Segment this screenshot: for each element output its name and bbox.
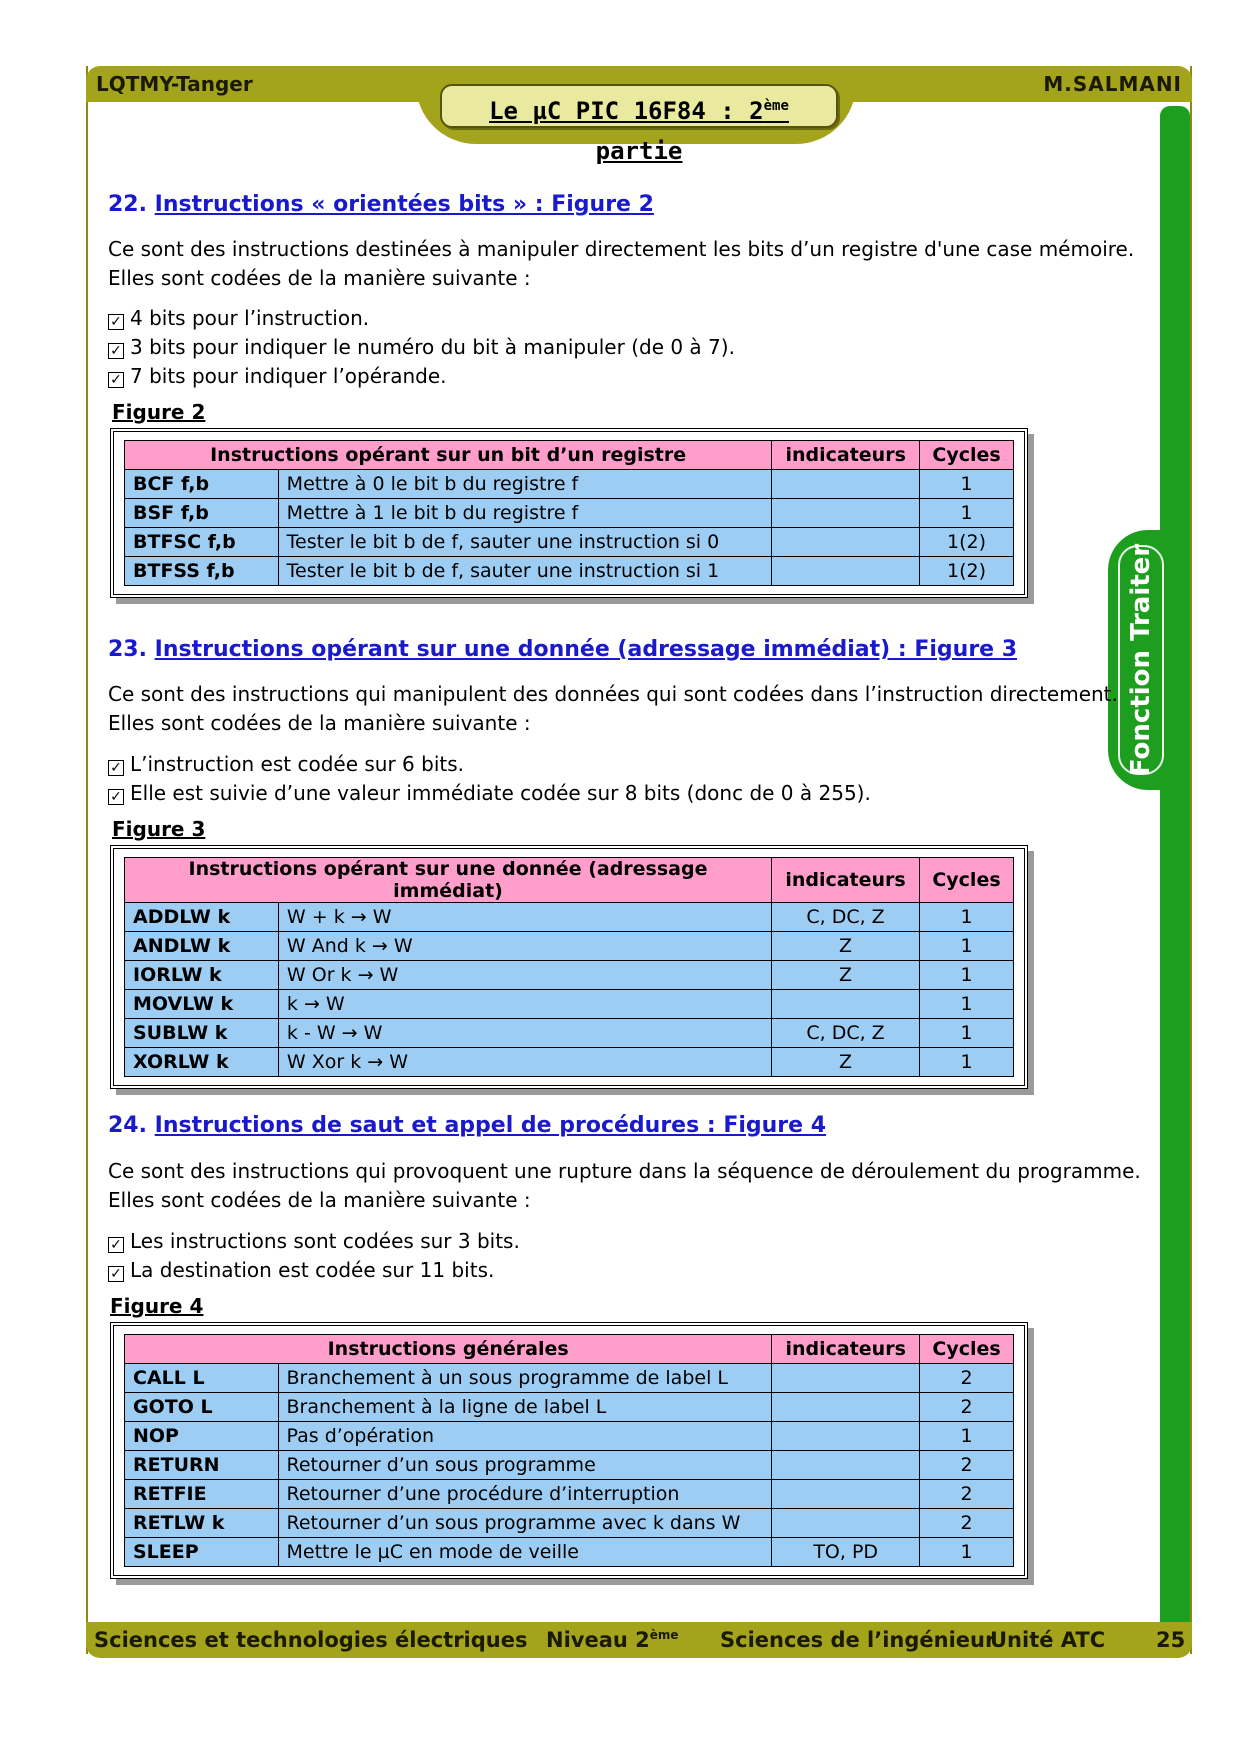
table-header: Cycles <box>920 441 1014 470</box>
figure-3-label: Figure 3 <box>112 817 206 841</box>
table-row: CALL L Branchement à un sous programme de label L 2 <box>125 1364 1014 1393</box>
page-title-sup: ème <box>763 98 789 114</box>
table-row: RETFIE Retourner d’une procédure d’interruption 2 <box>125 1480 1014 1509</box>
table-row: MOVLW k k → W 1 <box>125 990 1014 1019</box>
section-22-bullet: ✓ 3 bits pour indiquer le numéro du bit à manipuler (de 0 à 7). <box>108 335 735 359</box>
side-bar <box>1160 106 1190 1626</box>
section-title-text[interactable]: Instructions de saut et appel de procédures : Figure 4 <box>154 1113 827 1138</box>
section-24-para1: Ce sont des instructions qui provoquent une rupture dans la séquence de déroulement du programme. <box>108 1159 1141 1183</box>
section-24-para2: Elles sont codées de la manière suivante : <box>108 1188 531 1212</box>
header-author: M.SALMANI <box>1043 72 1182 96</box>
checkbox-icon: ✓ <box>108 314 124 330</box>
section-title-text[interactable]: Instructions opérant sur une donnée (adressage immédiat) : Figure 3 <box>154 637 1018 662</box>
table-header: Instructions opérant sur une donnée (adressage immédiat) <box>125 858 772 903</box>
table-row: ANDLW k W And k → W Z 1 <box>125 932 1014 961</box>
section-23-para1: Ce sont des instructions qui manipulent des données qui sont codées dans l’instruction directement. <box>108 682 1118 706</box>
table-row: BCF f,b Mettre à 0 le bit b du registre f 1 <box>125 470 1014 499</box>
footer-unit: Unité ATC <box>990 1628 1106 1652</box>
table-row: BSF f,b Mettre à 1 le bit b du registre f 1 <box>125 499 1014 528</box>
section-23-bullet: ✓ Elle est suivie d’une valeur immédiate codée sur 8 bits (donc de 0 à 255). <box>108 781 871 805</box>
page-number: 25 <box>1156 1628 1186 1652</box>
checkbox-icon: ✓ <box>108 1266 124 1282</box>
table-row: RETURN Retourner d’un sous programme 2 <box>125 1451 1014 1480</box>
table-header: indicateurs <box>772 441 920 470</box>
section-number: 23. <box>108 637 147 662</box>
figure-2-label: Figure 2 <box>112 400 206 424</box>
section-24-bullet: ✓ La destination est codée sur 11 bits. <box>108 1258 494 1282</box>
section-title-text[interactable]: Instructions « orientées bits » : Figure 2 <box>154 192 654 217</box>
checkbox-icon: ✓ <box>108 760 124 776</box>
figure-3-table <box>110 845 1028 1089</box>
table-row: IORLW k W Or k → W Z 1 <box>125 961 1014 990</box>
footer-field: Sciences et technologies électriques <box>94 1628 528 1652</box>
figure-2-table <box>110 428 1028 598</box>
table-header: indicateurs <box>772 1335 920 1364</box>
side-label: Fonction Traiter <box>1126 543 1156 777</box>
section-22-bullet: ✓ 4 bits pour l’instruction. <box>108 306 369 330</box>
table-row: BTFSS f,b Tester le bit b de f, sauter une instruction si 1 1(2) <box>125 557 1014 586</box>
table-row: SUBLW k k - W → W C, DC, Z 1 <box>125 1019 1014 1048</box>
page-title-main: Le µC PIC 16F84 : 2 <box>489 97 764 125</box>
section-24-bullet: ✓ Les instructions sont codées sur 3 bits. <box>108 1229 520 1253</box>
footer-level: Niveau 2ème <box>546 1628 679 1652</box>
table-header: Cycles <box>920 1335 1014 1364</box>
section-22-para1: Ce sont des instructions destinées à manipuler directement les bits d’un registre d'une case mémoire. <box>108 237 1135 261</box>
header-school: LQTMY-Tanger <box>96 72 253 96</box>
table-header: indicateurs <box>772 858 920 903</box>
section-24-title <box>108 1113 826 1138</box>
table-row: BTFSC f,b Tester le bit b de f, sauter une instruction si 0 1(2) <box>125 528 1014 557</box>
section-23-title <box>108 637 1017 662</box>
section-23-bullet: ✓ L’instruction est codée sur 6 bits. <box>108 752 464 776</box>
table-row: NOP Pas d’opération 1 <box>125 1422 1014 1451</box>
section-22-para2: Elles sont codées de la manière suivante : <box>108 266 531 290</box>
table-header: Instructions opérant sur un bit d’un registre <box>125 441 772 470</box>
page-title-tail: partie <box>595 137 683 165</box>
section-22-title <box>108 192 654 217</box>
table-row: ADDLW k W + k → W C, DC, Z 1 <box>125 903 1014 932</box>
table-row: XORLW k W Xor k → W Z 1 <box>125 1048 1014 1077</box>
table-header: Instructions générales <box>125 1335 772 1364</box>
figure-4-label: Figure 4 <box>110 1294 204 1318</box>
table-row: SLEEP Mettre le µC en mode de veille TO, PD 1 <box>125 1538 1014 1567</box>
checkbox-icon: ✓ <box>108 789 124 805</box>
table-header: Cycles <box>920 858 1014 903</box>
table-row: GOTO L Branchement à la ligne de label L 2 <box>125 1393 1014 1422</box>
checkbox-icon: ✓ <box>108 372 124 388</box>
checkbox-icon: ✓ <box>108 343 124 359</box>
section-23-para2: Elles sont codées de la manière suivante : <box>108 711 531 735</box>
figure-4-table <box>110 1322 1028 1579</box>
checkbox-icon: ✓ <box>108 1237 124 1253</box>
page-title <box>440 84 838 165</box>
table-row: RETLW k Retourner d’un sous programme avec k dans W 2 <box>125 1509 1014 1538</box>
section-number: 24. <box>108 1113 147 1138</box>
section-number: 22. <box>108 192 147 217</box>
section-22-bullet: ✓ 7 bits pour indiquer l’opérande. <box>108 364 447 388</box>
footer-subject: Sciences de l’ingénieur <box>720 1628 996 1652</box>
